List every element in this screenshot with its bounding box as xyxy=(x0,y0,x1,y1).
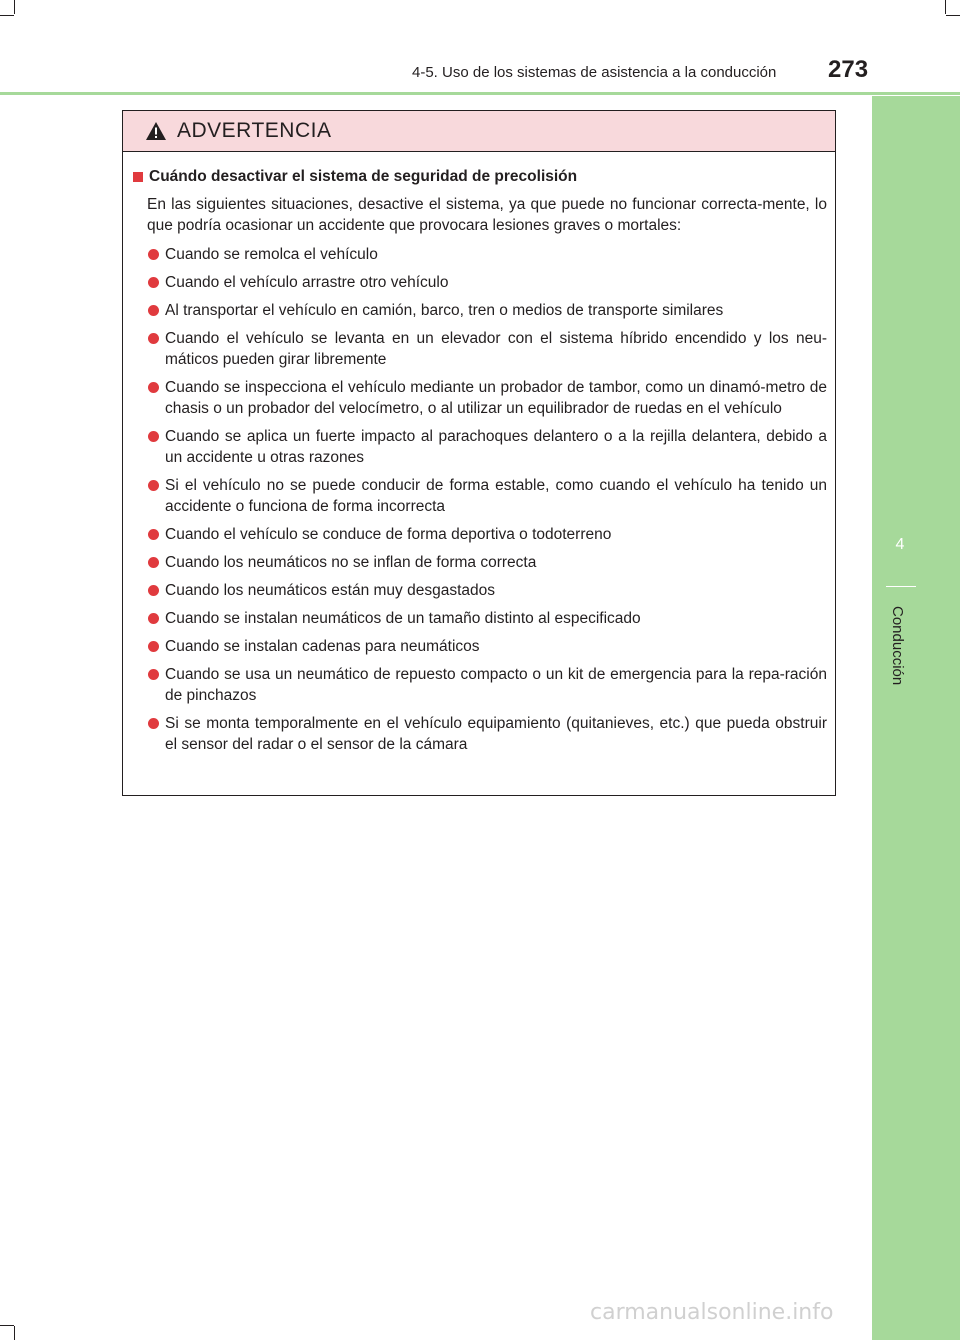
chapter-number: 4 xyxy=(895,536,905,553)
list-item xyxy=(133,713,827,755)
list-item-text: Cuando se remolca el vehículo xyxy=(165,246,378,263)
bullet-icon xyxy=(148,305,159,316)
section-title: 4-5. Uso de los sistemas de asistencia a la conducción xyxy=(412,64,777,81)
warning-title: ADVERTENCIA xyxy=(177,119,332,142)
page-number: 273 xyxy=(828,56,869,83)
list-item xyxy=(133,328,827,370)
watermark: carmanualsonline.info xyxy=(590,1300,834,1325)
list-item-text: Cuando el vehículo arrastre otro vehículo xyxy=(165,274,449,291)
bullet-icon xyxy=(148,669,159,680)
list-item-text: Cuando se usa un neumático de repuesto compacto o un kit de emergencia para la repa-ración de pinchazos xyxy=(165,666,827,704)
list-item-text: Cuando el vehículo se conduce de forma deportiva o todoterreno xyxy=(165,526,612,543)
list-item xyxy=(133,244,827,265)
list-item-text: Cuando se inspecciona el vehículo mediante un probador de tambor, como un dinamó-metro de chasis o un probador del velocímetro, o al utilizar un equilibrador de ruedas en el vehículo xyxy=(165,379,827,417)
list-item-text: Cuando los neumáticos no se inflan de forma correcta xyxy=(165,554,537,571)
list-item xyxy=(133,377,827,419)
warning-box xyxy=(122,110,836,796)
list-item xyxy=(133,608,827,629)
bullet-icon xyxy=(148,431,159,442)
list-item xyxy=(133,475,827,517)
chapter-tab-divider xyxy=(886,586,916,587)
bullet-icon xyxy=(148,718,159,729)
crop-mark xyxy=(946,15,960,16)
list-item-text: Cuando los neumáticos están muy desgastados xyxy=(165,582,496,599)
bullet-icon xyxy=(148,529,159,540)
warning-triangle-icon xyxy=(145,121,167,141)
square-bullet-icon xyxy=(133,172,143,182)
warning-subheading xyxy=(133,168,827,186)
list-item-text: Cuando se aplica un fuerte impacto al parachoques delantero o a la rejilla delantera, debido a un accidente u otras razones xyxy=(165,428,827,466)
crop-mark xyxy=(945,0,946,14)
list-item xyxy=(133,426,827,468)
list-item xyxy=(133,580,827,601)
header-divider xyxy=(0,92,960,95)
warning-body xyxy=(123,152,835,755)
crop-mark xyxy=(0,1325,14,1326)
list-item-text: Cuando se instalan neumáticos de un tamaño distinto al especificado xyxy=(165,610,641,627)
bullet-icon xyxy=(148,277,159,288)
list-item xyxy=(133,636,827,657)
bullet-icon xyxy=(148,641,159,652)
bullet-icon xyxy=(148,585,159,596)
list-item xyxy=(133,272,827,293)
crop-mark xyxy=(14,0,15,14)
warning-intro: En las siguientes situaciones, desactive el sistema, ya que puede no funcionar correcta-mente, lo que podría ocasionar un accidente que provocara lesiones graves o mortales: xyxy=(147,196,827,234)
list-item-text: Cuando el vehículo se levanta en un elevador con el sistema híbrido encendido y los neu-máticos pueden girar libremente xyxy=(165,330,827,368)
warning-subheading-text: Cuándo desactivar el sistema de seguridad de precolisión xyxy=(149,168,578,185)
list-item xyxy=(133,552,827,573)
list-item xyxy=(133,524,827,545)
bullet-icon xyxy=(148,480,159,491)
bullet-icon xyxy=(148,613,159,624)
bullet-icon xyxy=(148,557,159,568)
chapter-label: Conducción xyxy=(889,606,906,686)
list-item xyxy=(133,300,827,321)
bullet-icon xyxy=(148,382,159,393)
list-item-text: Al transportar el vehículo en camión, barco, tren o medios de transporte similares xyxy=(165,302,724,319)
crop-mark xyxy=(14,1326,15,1340)
crop-mark xyxy=(0,15,14,16)
bullet-icon xyxy=(148,249,159,260)
list-item-text: Si se monta temporalmente en el vehículo equipamiento (quitanieves, etc.) que pueda obstruir el sensor del radar o el sensor de la cámara xyxy=(165,715,827,753)
chapter-tab xyxy=(872,96,960,1340)
list-item-text: Cuando se instalan cadenas para neumáticos xyxy=(165,638,480,655)
list-item-text: Si el vehículo no se puede conducir de forma estable, como cuando el vehículo ha tenido un accidente o funciona de forma incorrecta xyxy=(165,477,827,515)
warning-header xyxy=(123,111,835,152)
list-item xyxy=(133,664,827,706)
warning-list xyxy=(133,244,827,755)
bullet-icon xyxy=(148,333,159,344)
